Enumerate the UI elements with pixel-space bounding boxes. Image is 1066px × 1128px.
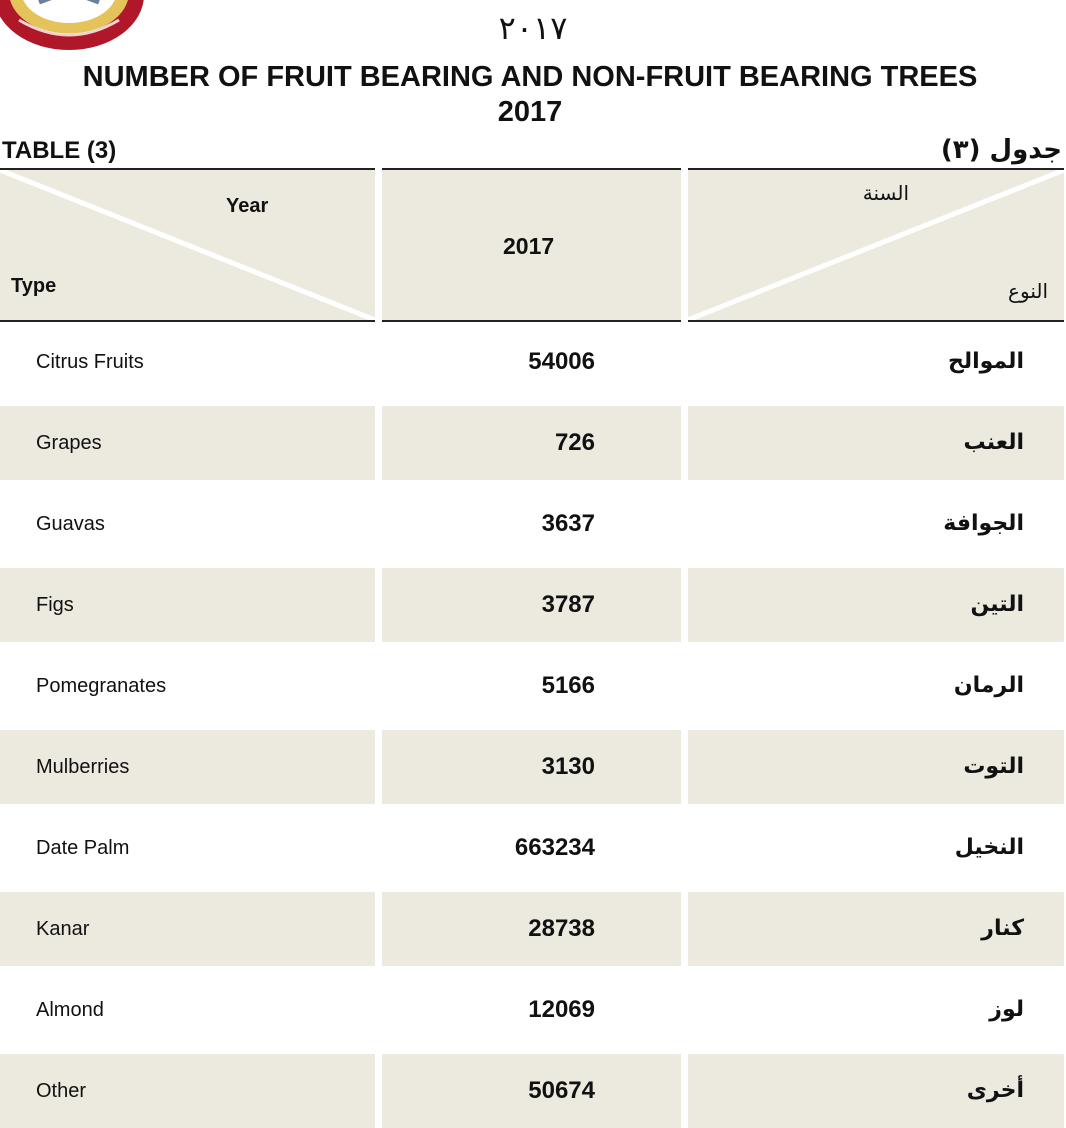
type-ar-label: أخرى — [966, 1078, 1024, 1103]
type-ar-label: الموالح — [947, 349, 1024, 374]
tree-count-value: 12069 — [528, 996, 595, 1023]
table-row — [0, 568, 1066, 642]
tree-count-value: 28738 — [528, 915, 595, 942]
tree-count-value: 663234 — [514, 834, 595, 861]
cell-type-en — [0, 730, 375, 804]
tree-count-value: 50674 — [528, 1077, 595, 1104]
cell-type-ar — [688, 811, 1064, 885]
header-type-en: Type — [11, 275, 57, 297]
table-row — [0, 730, 1066, 804]
cell-type-en — [0, 811, 375, 885]
cell-type-en — [0, 1054, 375, 1128]
table-row — [0, 487, 1066, 561]
type-ar-label: الجوافة — [943, 511, 1024, 536]
cell-type-ar — [688, 325, 1064, 399]
cell-type-en — [0, 325, 375, 399]
arabic-year-heading: ٢٠١٧ — [498, 9, 568, 47]
cell-type-en — [0, 568, 375, 642]
table-label-ar: جدول (٣) — [940, 135, 1062, 165]
cell-type-ar — [688, 568, 1064, 642]
cell-type-ar — [688, 892, 1064, 966]
type-en-label: Mulberries — [36, 756, 130, 778]
tree-count-value: 3637 — [541, 510, 595, 537]
cell-value — [382, 730, 681, 804]
type-en-label: Citrus Fruits — [36, 351, 144, 373]
cell-type-en — [0, 406, 375, 480]
diagonal-divider — [0, 170, 375, 320]
table-row — [0, 1054, 1066, 1128]
type-ar-label: النخيل — [954, 835, 1024, 860]
table-row — [0, 973, 1066, 1047]
cell-type-ar — [688, 487, 1064, 561]
type-en-label: Figs — [36, 594, 74, 616]
tree-count-value: 3787 — [541, 591, 595, 618]
header-type-ar: النوع — [1008, 279, 1048, 303]
header-year-value: 2017 — [503, 233, 555, 259]
cell-type-en — [0, 892, 375, 966]
cell-value — [382, 568, 681, 642]
type-ar-label: العنب — [963, 430, 1024, 455]
title-line-1: NUMBER OF FRUIT BEARING AND NON-FRUIT BEARING TREES — [82, 61, 978, 93]
type-en-label: Grapes — [36, 432, 102, 454]
cell-value — [382, 973, 681, 1047]
cell-type-en — [0, 487, 375, 561]
type-en-label: Pomegranates — [36, 675, 167, 697]
tree-count-value: 3130 — [541, 753, 595, 780]
table-row — [0, 892, 1066, 966]
type-ar-label: التين — [970, 592, 1024, 617]
type-ar-label: كنار — [981, 916, 1024, 941]
title-line-2: 2017 — [497, 96, 563, 128]
cell-value — [382, 892, 681, 966]
table-row — [0, 649, 1066, 723]
type-ar-label: لوز — [989, 997, 1024, 1022]
header-cell-year-value — [382, 168, 681, 322]
type-ar-label: التوت — [963, 754, 1024, 779]
type-en-label: Other — [36, 1080, 87, 1102]
table-label-en: TABLE (3) — [2, 137, 117, 164]
cell-type-ar — [688, 649, 1064, 723]
cell-type-en — [0, 649, 375, 723]
tree-count-value: 726 — [554, 429, 595, 456]
type-ar-label: الرمان — [953, 673, 1024, 698]
cell-value — [382, 406, 681, 480]
table-row — [0, 325, 1066, 399]
cell-type-ar — [688, 973, 1064, 1047]
page-title — [0, 60, 1060, 130]
type-en-label: Guavas — [36, 513, 105, 535]
cell-type-en — [0, 973, 375, 1047]
tree-count-value: 5166 — [541, 672, 595, 699]
tree-count-value: 54006 — [528, 348, 595, 375]
cell-value — [382, 1054, 681, 1128]
table-row — [0, 406, 1066, 480]
table-row — [0, 811, 1066, 885]
header-year-ar: السنة — [862, 181, 909, 205]
cell-value — [382, 487, 681, 561]
type-en-label: Date Palm — [36, 837, 130, 859]
cell-value — [382, 811, 681, 885]
cell-type-ar — [688, 1054, 1064, 1128]
cell-value — [382, 649, 681, 723]
header-year-en: Year — [226, 195, 269, 217]
type-en-label: Kanar — [36, 918, 90, 940]
cell-type-ar — [688, 730, 1064, 804]
cell-value — [382, 325, 681, 399]
cell-type-ar — [688, 406, 1064, 480]
header-cell-type-year — [0, 168, 375, 322]
header-cell-type-year-ar — [688, 168, 1064, 322]
type-en-label: Almond — [36, 999, 104, 1021]
